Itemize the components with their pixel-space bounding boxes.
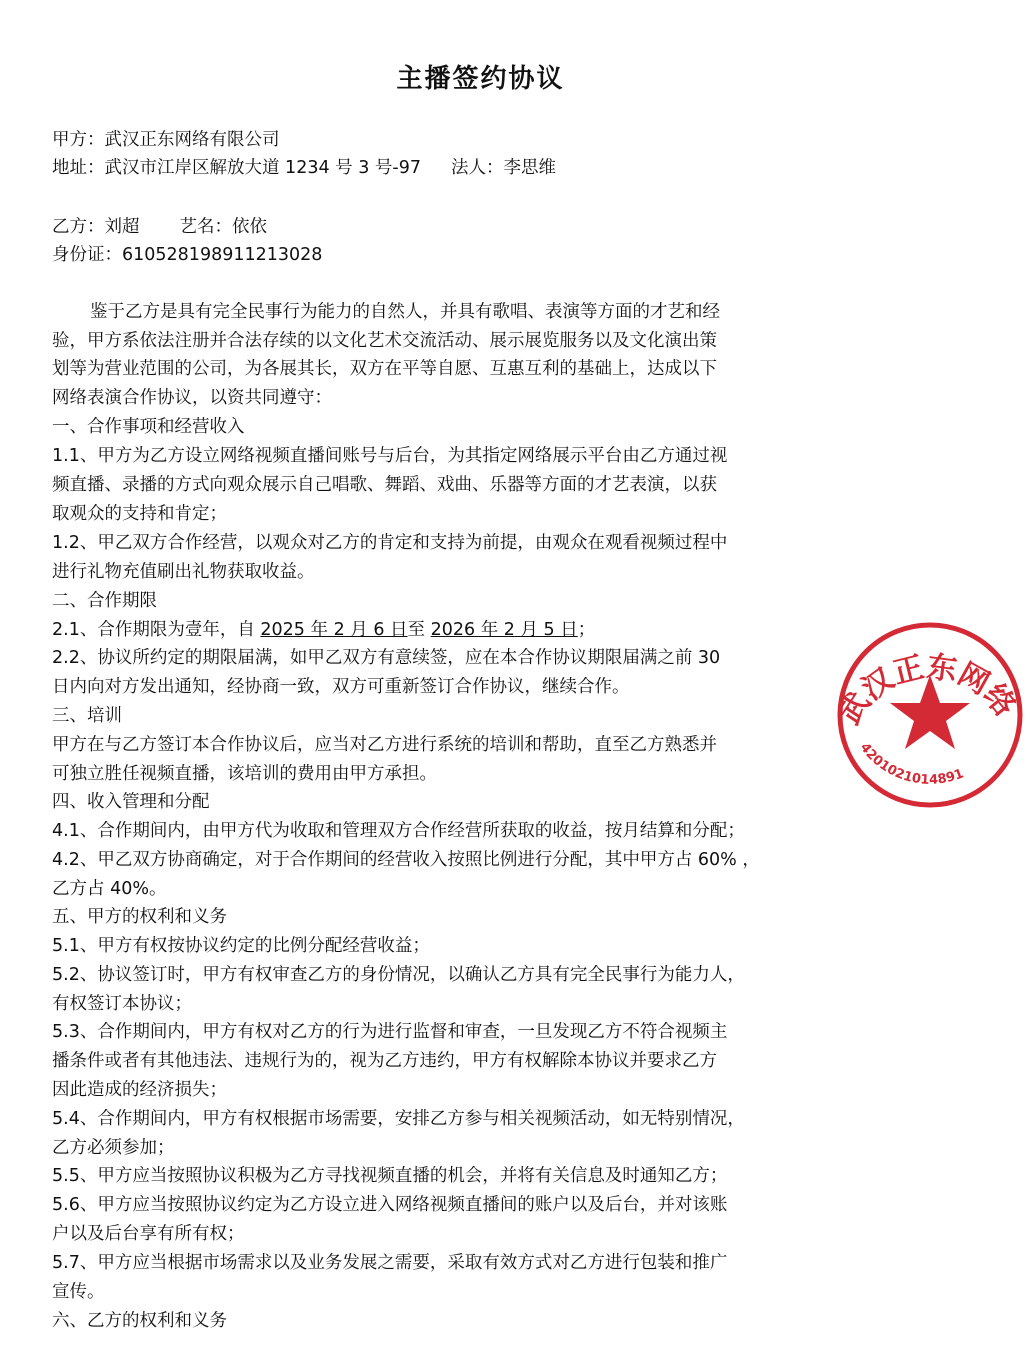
section-6-heading: 六、乙方的权利和义务 (52, 1311, 227, 1331)
clause-4-1: 4.1、合作期间内，由甲方代为收取和管理双方合作经营所获取的收益，按月结算和分配； (52, 821, 745, 841)
clause-5-5: 5.5、甲方应当按照协议积极为乙方寻找视频直播的机会，并将有关信息及时通知乙方； (52, 1166, 728, 1186)
document-title: 主播签约协议 (396, 64, 565, 94)
clause-2-1 (52, 616, 595, 644)
party-b-name: 乙方：刘超 (52, 217, 140, 237)
clause-2-1-mid: 至 (407, 620, 431, 640)
clause-4-2: 乙方占 40%。 (52, 879, 167, 899)
section-4-heading: 四、收入管理和分配 (52, 792, 210, 812)
section-5-heading: 五、甲方的权利和义务 (52, 907, 227, 927)
clause-5-3: 5.3、合作期间内，甲方有权对乙方的行为进行监督和审查，一旦发现乙方不符合视频主 (52, 1022, 728, 1042)
clause-5-7: 5.7、甲方应当根据市场需求以及业务发展之需要，采取有效方式对乙方进行包装和推广 (52, 1253, 728, 1273)
clause-2-1-prefix: 2.1、合作期限为壹年，自 (52, 620, 261, 640)
clause-1-1: 频直播、录播的方式向观众展示自己唱歌、舞蹈、戏曲、乐器等方面的才艺表演，以获 (52, 475, 717, 495)
section-2-heading: 二、合作期限 (52, 591, 157, 611)
clause-5-2: 有权签订本协议； (52, 994, 192, 1014)
clause-1-2: 1.2、甲乙双方合作经营，以观众对乙方的肯定和支持为前提，由观众在观看视频过程中 (52, 533, 728, 553)
party-b-stage-name: 艺名：依依 (179, 217, 267, 237)
clause-5-2: 5.2、协议签订时，甲方有权审查乙方的身份情况，以确认乙方具有完全民事行为能力人， (52, 965, 745, 985)
section-3-heading: 三、培训 (52, 706, 122, 726)
clause-1-2: 进行礼物充值刷出礼物获取收益。 (52, 562, 315, 582)
clause-5-6: 户以及后台享有所有权； (52, 1224, 245, 1244)
clause-4-2: 4.2、甲乙双方协商确定，对于合作期间的经营收入按照比例进行分配，其中甲方占 60% ， (52, 850, 760, 870)
seal-number: 4201021014891 (856, 740, 966, 788)
party-a-address: 地址：武汉市江岸区解放大道 1234 号 3 号-97 (52, 158, 422, 178)
intro-line: 划等为营业范围的公司，为各展其长，双方在平等自愿、互惠互利的基础上，达成以下 (52, 359, 717, 379)
party-a-name: 甲方：武汉正东网络有限公司 (52, 130, 280, 150)
section-1-heading: 一、合作事项和经营收入 (52, 417, 245, 437)
clause-5-4: 5.4、合作期间内，甲方有权根据市场需要，安排乙方参与相关视频活动，如无特别情况， (52, 1109, 745, 1129)
clause-5-6: 5.6、甲方应当按照协议约定为乙方设立进入网络视频直播间的账户以及后台，并对该账 (52, 1195, 728, 1215)
clause-1-1: 1.1、甲方为乙方设立网络视频直播间账号与后台，为其指定网络展示平台由乙方通过视 (52, 446, 728, 466)
party-b-id: 身份证：610528198911213028 (52, 245, 323, 265)
term-end-date: 2026 年 2 月 5 日 (430, 620, 578, 640)
clause-1-1: 取观众的支持和肯定； (52, 504, 227, 524)
intro-line: 验，甲方系依法注册并合法存续的以文化艺术交流活动、展示展览服务以及文化演出策 (52, 331, 717, 351)
clause-2-1-suffix: ； (577, 620, 596, 640)
clause-3: 可独立胜任视频直播，该培训的费用由甲方承担。 (52, 764, 437, 784)
company-seal (815, 588, 1030, 815)
clause-5-3: 播条件或者有其他违法、违规行为的，视为乙方违约，甲方有权解除本协议并要求乙方 (52, 1051, 717, 1071)
intro-line: 鉴于乙方是具有完全民事行为能力的自然人，并具有歌唱、表演等方面的才艺和经 (90, 302, 720, 322)
clause-5-7: 宣传。 (52, 1282, 105, 1302)
intro-line: 网络表演合作协议，以资共同遵守： (52, 388, 332, 408)
clause-5-3: 因此造成的经济损失； (52, 1080, 227, 1100)
party-b-name-row (52, 213, 267, 241)
term-start-date: 2025 年 2 月 6 日 (260, 620, 408, 640)
party-a-address-row (52, 154, 556, 182)
clause-5-1: 5.1、甲方有权按协议约定的比例分配经营收益； (52, 936, 430, 956)
seal-company-name: 武汉正东网络有限公司 (815, 588, 1023, 731)
clause-2-2: 2.2、协议所约定的期限届满，如甲乙双方有意续签，应在本合作协议期限届满之前 30 (52, 648, 721, 668)
clause-2-2: 日内向对方发出通知，经协商一致，双方可重新签订合作协议，继续合作。 (52, 677, 630, 697)
clause-3: 甲方在与乙方签订本合作协议后，应当对乙方进行系统的培训和帮助，直至乙方熟悉并 (52, 735, 717, 755)
party-a-legal-rep: 法人：李思维 (451, 158, 557, 178)
clause-5-4: 乙方必须参加； (52, 1138, 175, 1158)
